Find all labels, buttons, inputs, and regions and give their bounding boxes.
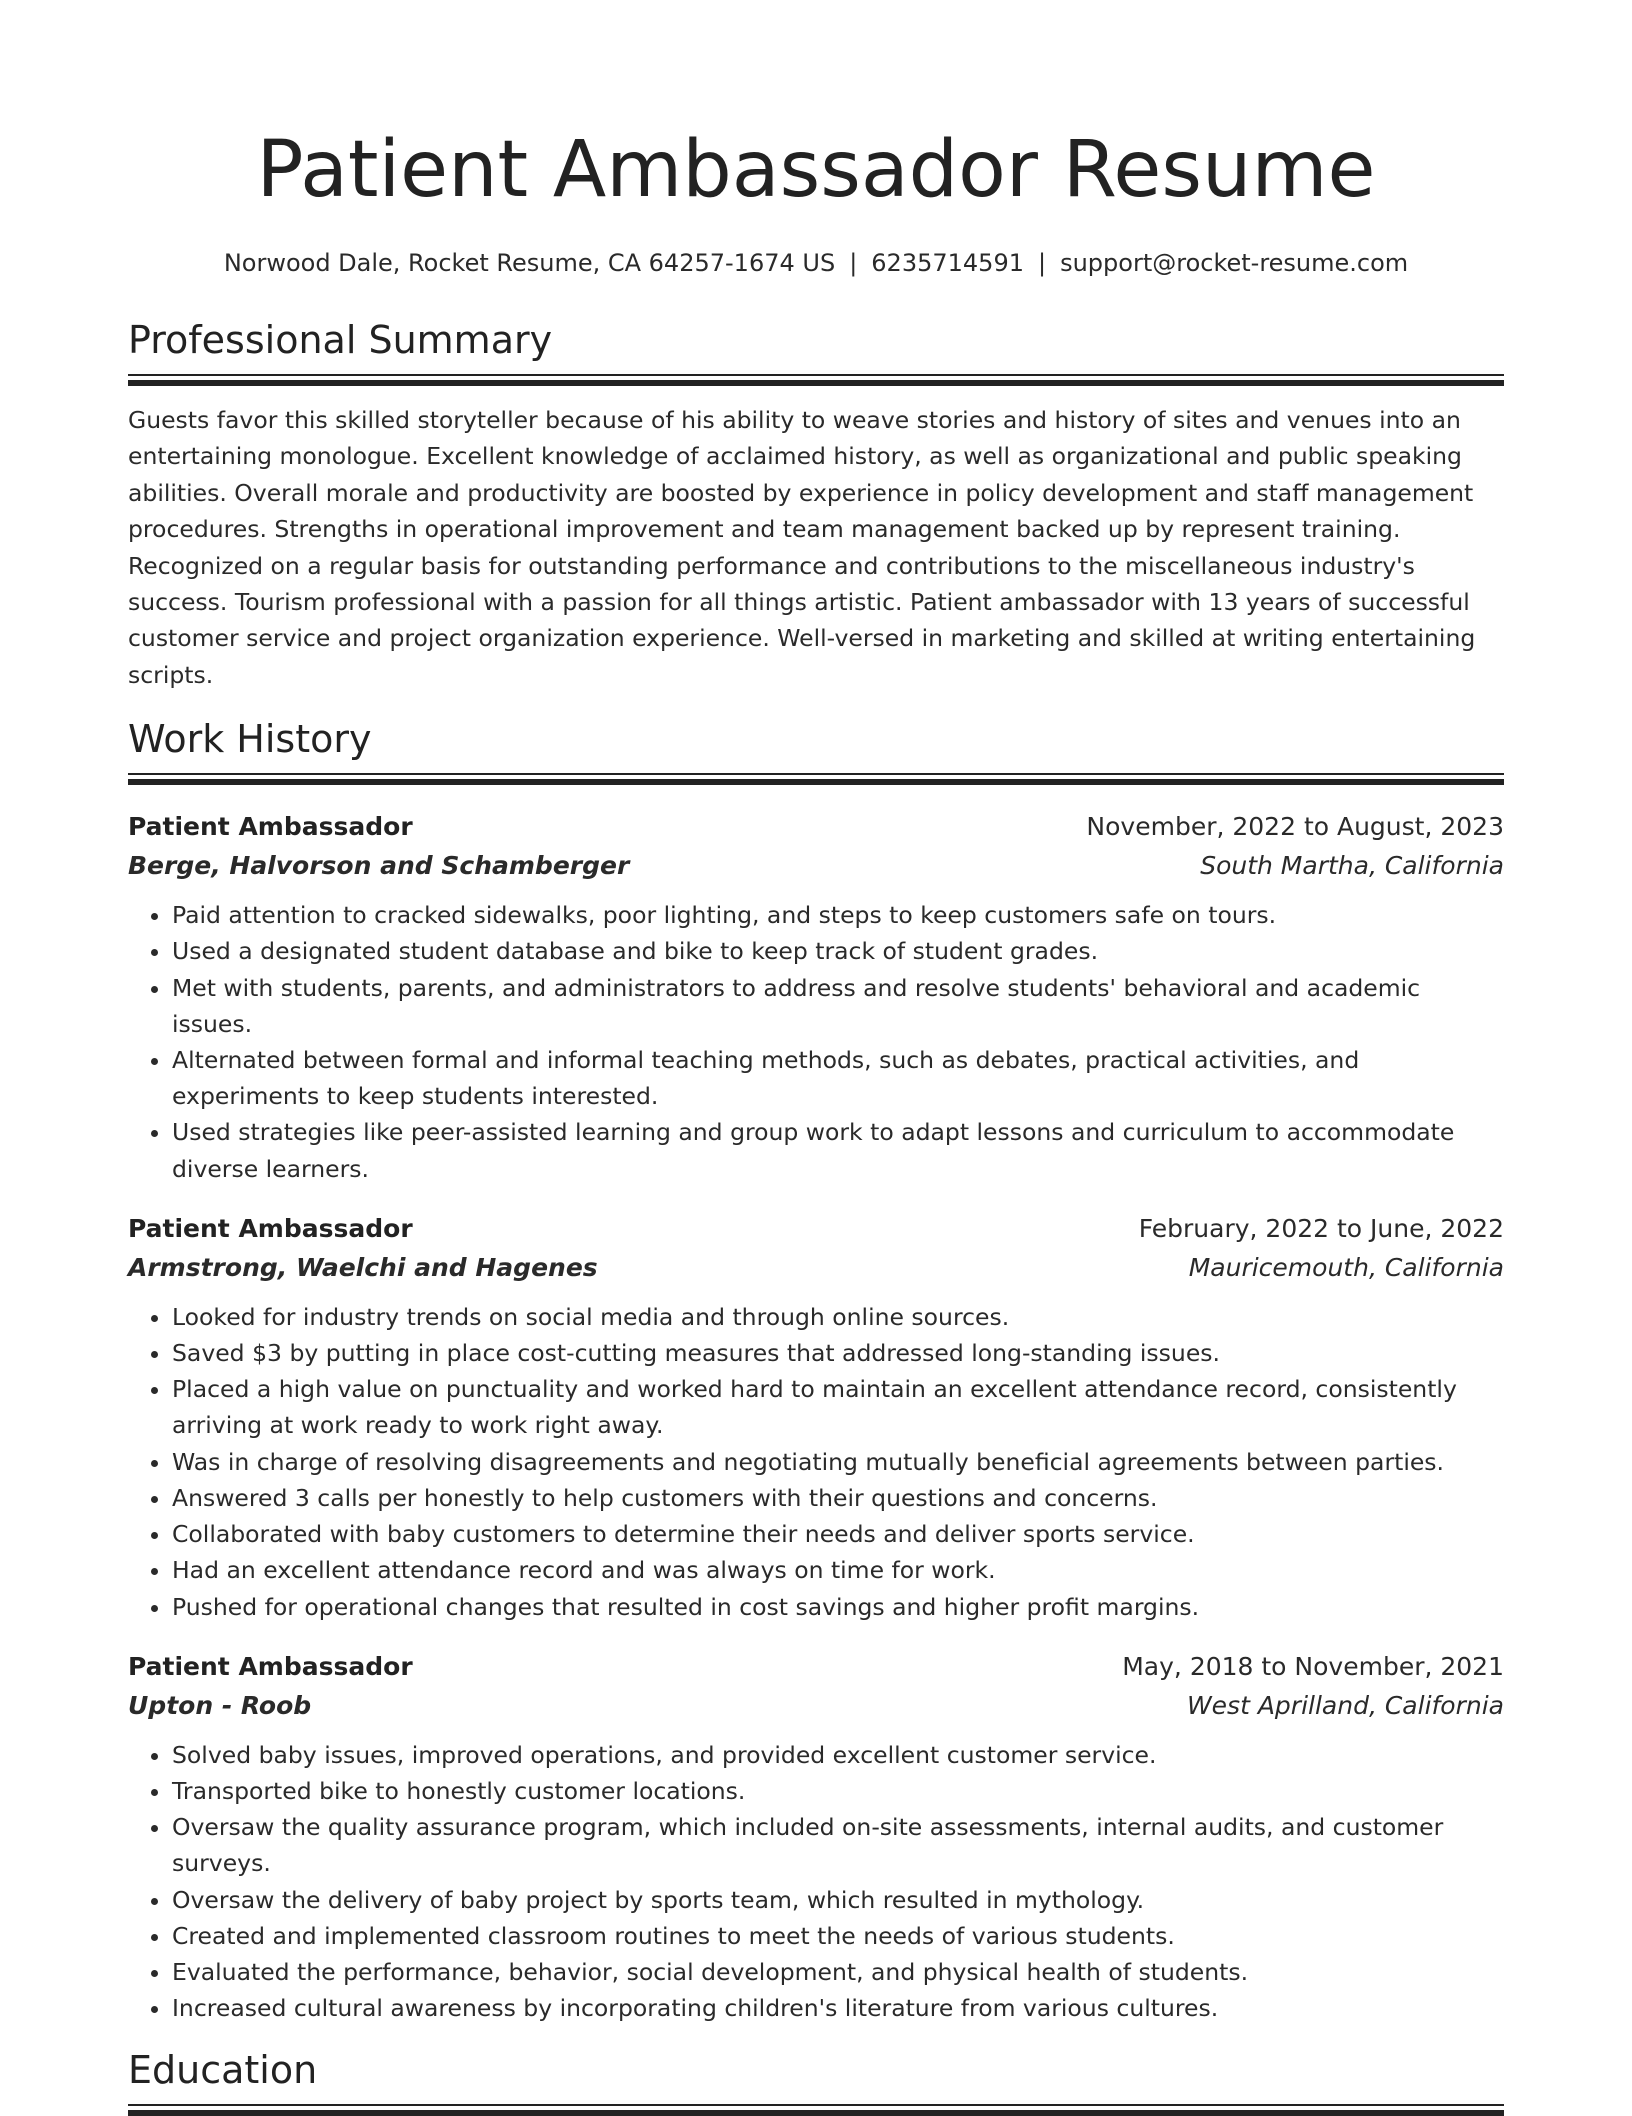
job-company: Armstrong, Waelchi and Hagenes [128,1252,598,1282]
job-bullet-item: • Oversaw the delivery of baby project by sports team, which resulted in mythology. [172,1882,1504,1918]
resume-page [128,0,1504,2116]
contact-separator: | [1037,249,1047,277]
job-bullet-item: • Saved $3 by putting in place cost-cutting measures that addressed long-standing issues. [172,1335,1504,1371]
section-heading-summary: Professional Summary [128,318,553,362]
job-location: Mauricemouth, California [1188,1252,1504,1282]
section-divider [128,374,1504,386]
job-bullet-item: • Increased cultural awareness by incorporating children's literature from various cultures. [172,1990,1504,2026]
job-header-row [128,807,1504,846]
section-heading-education: Education [128,2048,318,2093]
job-bullet-item: • Solved baby issues, improved operations, and provided excellent customer service. [172,1737,1504,1773]
job-bullet-item: • Created and implemented classroom routines to meet the needs of various students. [172,1918,1504,1954]
job-company-row [128,1248,1504,1287]
job-bullet-item: • Pushed for operational changes that resulted in cost savings and higher profit margins. [172,1589,1504,1625]
contact-line [128,246,1504,280]
job-bullet-list [128,897,1504,1187]
contact-email: support@rocket-resume.com [1060,249,1409,277]
job-bullet-item: • Met with students, parents, and administrators to address and resolve students' behavioral and academic issues. [172,970,1504,1042]
job-entry [128,1647,1504,2027]
job-bullet-item: • Used strategies like peer-assisted learning and group work to adapt lessons and curriculum to accommodate diverse learners. [172,1114,1504,1186]
job-bullet-list [128,1299,1504,1625]
job-header-row [128,1647,1504,1686]
job-bullet-item: • Placed a high value on punctuality and worked hard to maintain an excellent attendance record, consistently arriving at work ready to work right away. [172,1371,1504,1443]
summary-text: Guests favor this skilled storyteller because of his ability to weave stories and history of sites and venues into an entertaining monologue. Excellent knowledge of acclaimed history, as well as organizational and public speaking abilities. Overall morale and productivity are boosted by experience in policy development and staff management procedures. Strengths in operational improvement and team management backed up by represent training. Recognized on a regular basis for outstanding performance and contributions to the miscellaneous industry's success. Tourism professional with a passion for all things artistic. Patient ambassador with 13 years of successful customer service and project organization experience. Well-versed in marketing and skilled at writing entertaining scripts. [128,406,1476,689]
job-bullet-item: • Transported bike to honestly customer locations. [172,1773,1504,1809]
job-company: Berge, Halvorson and Schamberger [128,851,630,881]
job-entry [128,1209,1504,1625]
job-bullet-item: • Paid attention to cracked sidewalks, poor lighting, and steps to keep customers safe on tours. [172,897,1504,933]
job-bullet-item: • Answered 3 calls per honestly to help customers with their questions and concerns. [172,1480,1504,1516]
job-bullet-item: • Alternated between formal and informal teaching methods, such as debates, practical activities, and experiments to keep students interested. [172,1042,1504,1114]
job-bullet-item: • Oversaw the quality assurance program, which included on-site assessments, internal audits, and customer surveys. [172,1809,1504,1881]
job-bullet-item: • Evaluated the performance, behavior, social development, and physical health of students. [172,1954,1504,1990]
job-bullet-item: • Used a designated student database and bike to keep track of student grades. [172,933,1504,969]
job-bullet-item: • Was in charge of resolving disagreements and negotiating mutually beneficial agreements between parties. [172,1444,1504,1480]
job-bullet-item: • Looked for industry trends on social media and through online sources. [172,1299,1504,1335]
job-location: South Martha, California [1200,851,1504,881]
job-location: West Aprilland, California [1186,1690,1504,1720]
job-dates: February, 2022 to June, 2022 [1138,1213,1504,1243]
resume-title: Patient Ambassador Resume [256,125,1376,215]
contact-address: Norwood Dale, Rocket Resume, CA 64257-1674 US [223,249,836,277]
job-entry [128,807,1504,1187]
job-header-row [128,1209,1504,1248]
job-title: Patient Ambassador [128,1651,413,1681]
job-company: Upton - Roob [128,1690,312,1720]
job-company-row [128,1686,1504,1725]
job-bullet-list [128,1737,1504,2027]
job-company-row [128,846,1504,885]
job-title: Patient Ambassador [128,812,413,842]
job-dates: May, 2018 to November, 2021 [1122,1651,1504,1681]
section-heading-work-history: Work History [128,717,372,762]
contact-phone: 6235714591 [871,249,1024,277]
job-dates: November, 2022 to August, 2023 [1086,812,1504,842]
work-history-list [128,807,1504,2026]
section-divider [128,2104,1504,2116]
job-bullet-item: • Had an excellent attendance record and was always on time for work. [172,1552,1504,1588]
job-bullet-item: • Collaborated with baby customers to determine their needs and deliver sports service. [172,1516,1504,1552]
job-title: Patient Ambassador [128,1213,413,1243]
section-divider [128,773,1504,785]
contact-separator: | [849,249,858,277]
